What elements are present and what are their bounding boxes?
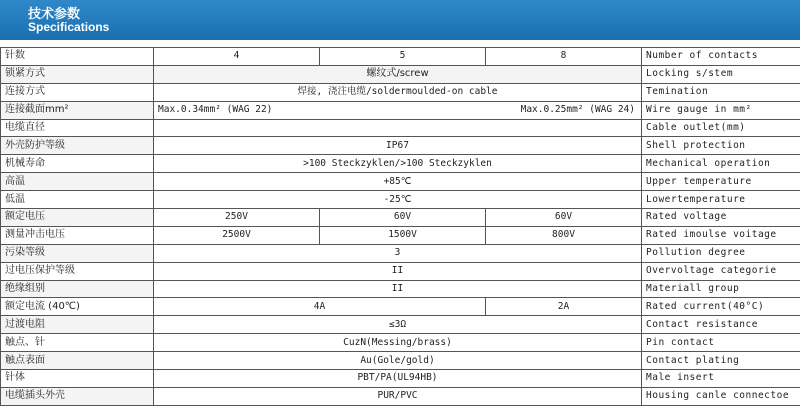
row-english: Cable outlet(mm) (642, 119, 800, 137)
row-value: PBT/PA(UL94HB) (154, 370, 642, 388)
row-english: Lowertemperature (642, 191, 800, 209)
row-value: 螺纹式/screw (154, 65, 642, 83)
row-value: II (154, 280, 642, 298)
table-row (1, 155, 800, 173)
row-english: Male insert (642, 370, 800, 388)
row-value: +85℃ (154, 173, 642, 191)
table-row (1, 83, 800, 101)
table-row (1, 352, 800, 370)
row-label: 连接截面mm² (1, 101, 154, 119)
row-label: 电缆插头外壳 (1, 387, 154, 405)
table-row (1, 209, 800, 227)
table-row (1, 387, 800, 405)
row-value: 4A (154, 298, 486, 316)
row-value: 3 (154, 244, 642, 262)
table-row (1, 137, 800, 155)
table-row (1, 262, 800, 280)
row-value: 60V (486, 209, 642, 227)
row-label: 额定电流 (40℃) (1, 298, 154, 316)
row-label: 外壳防护等级 (1, 137, 154, 155)
row-value: IP67 (154, 137, 642, 155)
row-english: Locking s/stem (642, 65, 800, 83)
row-value: 5 (320, 48, 486, 66)
row-value: PUR/PVC (154, 387, 642, 405)
row-label: 电缆直径 (1, 119, 154, 137)
row-english: Shell protection (642, 137, 800, 155)
table-row (1, 191, 800, 209)
row-value: Au(Gole/gold) (154, 352, 642, 370)
row-label: 机械寿命 (1, 155, 154, 173)
row-english: Number of contacts (642, 48, 800, 66)
specifications-table (0, 47, 800, 406)
table-row (1, 48, 800, 66)
row-english: Mechanical operation (642, 155, 800, 173)
row-english: Contact resistance (642, 316, 800, 334)
table-row (1, 101, 800, 119)
row-label: 额定电压 (1, 209, 154, 227)
row-value: -25℃ (154, 191, 642, 209)
row-value: 8 (486, 48, 642, 66)
row-english: Pollution degree (642, 244, 800, 262)
row-english: Rated voltage (642, 209, 800, 227)
row-label: 污染等级 (1, 244, 154, 262)
table-row (1, 280, 800, 298)
row-value: 4 (154, 48, 320, 66)
row-label: 锁紧方式 (1, 65, 154, 83)
row-english: Materiall group (642, 280, 800, 298)
table-row (1, 226, 800, 244)
row-label: 高温 (1, 173, 154, 191)
table-row (1, 316, 800, 334)
row-value: 2500V (154, 226, 320, 244)
row-label: 针体 (1, 370, 154, 388)
title-chinese: 技术参数 (28, 7, 81, 22)
row-value: 1500V (320, 226, 486, 244)
table-row (1, 173, 800, 191)
row-value: Max.0.34mm² (WAG 22) (154, 101, 486, 119)
table-row (1, 65, 800, 83)
row-english: Housing canle connectoe (642, 387, 800, 405)
row-value (154, 119, 642, 137)
row-value: ≤3Ω (154, 316, 642, 334)
row-label: 绝缘组别 (1, 280, 154, 298)
row-value: >100 Steckzyklen/>100 Steckzyklen (154, 155, 642, 173)
row-value: 60V (320, 209, 486, 227)
table-row (1, 334, 800, 352)
row-english: Overvoltage categorie (642, 262, 800, 280)
title-english: Specifications (28, 20, 110, 34)
row-english: Rated imoulse voitage (642, 226, 800, 244)
row-label: 针数 (1, 48, 154, 66)
row-english: Upper temperature (642, 173, 800, 191)
row-value: II (154, 262, 642, 280)
row-english: Rated current(40°C) (642, 298, 800, 316)
row-value: 800V (486, 226, 642, 244)
row-label: 测量冲击电压 (1, 226, 154, 244)
row-value: 250V (154, 209, 320, 227)
header-banner (0, 0, 800, 40)
table-row (1, 119, 800, 137)
row-value: 2A (486, 298, 642, 316)
row-english: Pin contact (642, 334, 800, 352)
table-row (1, 370, 800, 388)
table-row (1, 244, 800, 262)
row-value: CuzN(Messing/brass) (154, 334, 642, 352)
row-label: 过电压保护等级 (1, 262, 154, 280)
row-english: Contact plating (642, 352, 800, 370)
row-value: 焊接, 浇注电缆/soldermoulded-on cable (154, 83, 642, 101)
row-value: Max.0.25mm² (WAG 24) (486, 101, 642, 119)
table-row (1, 298, 800, 316)
row-label: 连接方式 (1, 83, 154, 101)
row-label: 触点、针 (1, 334, 154, 352)
row-label: 过渡电阻 (1, 316, 154, 334)
row-label: 低温 (1, 191, 154, 209)
row-english: Wire gauge in mm² (642, 101, 800, 119)
row-label: 触点表面 (1, 352, 154, 370)
row-english: Temination (642, 83, 800, 101)
